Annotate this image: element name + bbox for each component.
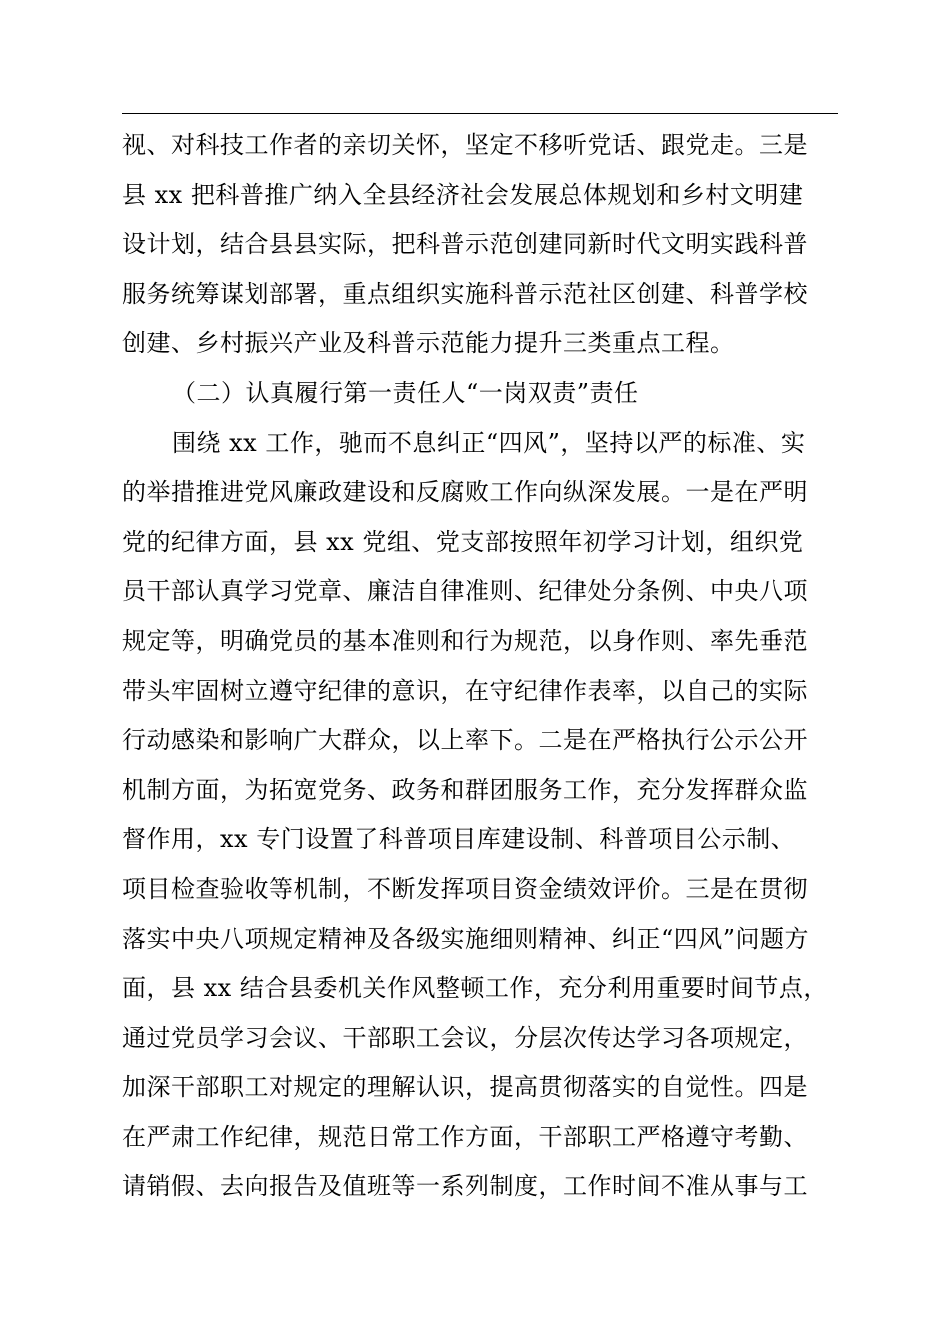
text-line: 的举措推进党风廉政建设和反腐败工作向纵深发展。一是在严明 <box>122 478 808 507</box>
text-line: 加深干部职工对规定的理解认识，提高贯彻落实的自觉性。四是 <box>122 1073 808 1102</box>
text-line: 党的纪律方面，县 xx 党组、党支部按照年初学习计划，组织党 <box>122 527 804 556</box>
text-line: 创建、乡村振兴产业及科普示范能力提升三类重点工程。 <box>122 329 735 358</box>
text-line: 带头牢固树立遵守纪律的意识，在守纪律作表率，以自己的实际 <box>122 676 808 705</box>
text-line: 员干部认真学习党章、廉洁自律准则、纪律处分条例、中央八项 <box>122 577 808 606</box>
text-line: 机制方面，为拓宽党务、政务和群团服务工作，充分发挥群众监 <box>122 775 808 804</box>
text-line: 服务统筹谋划部署，重点组织实施科普示范社区创建、科普学校 <box>122 279 808 308</box>
text-line: 规定等，明确党员的基本准则和行为规范，以身作则、率先垂范 <box>122 626 808 655</box>
paragraph-first-line: 围绕 xx 工作，驰而不息纠正“四风”，坚持以严的标准、实 <box>172 428 806 457</box>
text-line: 项目检查验收等机制，不断发挥项目资金绩效评价。三是在贯彻 <box>122 874 808 903</box>
text-line: 县 xx 把科普推广纳入全县经济社会发展总体规划和乡村文明建 <box>122 180 804 209</box>
text-line: 面，县 xx 结合县委机关作风整顿工作，充分利用重要时间节点， <box>122 974 828 1003</box>
text-line: 落实中央八项规定精神及各级实施细则精神、纠正“四风”问题方 <box>122 924 810 953</box>
text-line: 请销假、去向报告及值班等一系列制度，工作时间不准从事与工 <box>122 1172 808 1201</box>
body-text <box>122 121 862 1212</box>
text-line: 设计划，结合县县实际，把科普示范创建同新时代文明实践科普 <box>122 230 808 259</box>
section-heading: （二）认真履行第一责任人“一岗双责”责任 <box>172 378 639 407</box>
text-line: 督作用，xx 专门设置了科普项目库建设制、科普项目公示制、 <box>122 825 796 854</box>
text-line: 通过党员学习会议、干部职工会议，分层次传达学习各项规定， <box>122 1023 808 1052</box>
text-line: 行动感染和影响广大群众，以上率下。二是在严格执行公示公开 <box>122 726 808 755</box>
text-line: 视、对科技工作者的亲切关怀，坚定不移听党话、跟党走。三是 <box>122 131 808 159</box>
text-line: 在严肃工作纪律，规范日常工作方面，干部职工严格遵守考勤、 <box>122 1122 808 1151</box>
header-rule <box>122 113 838 114</box>
